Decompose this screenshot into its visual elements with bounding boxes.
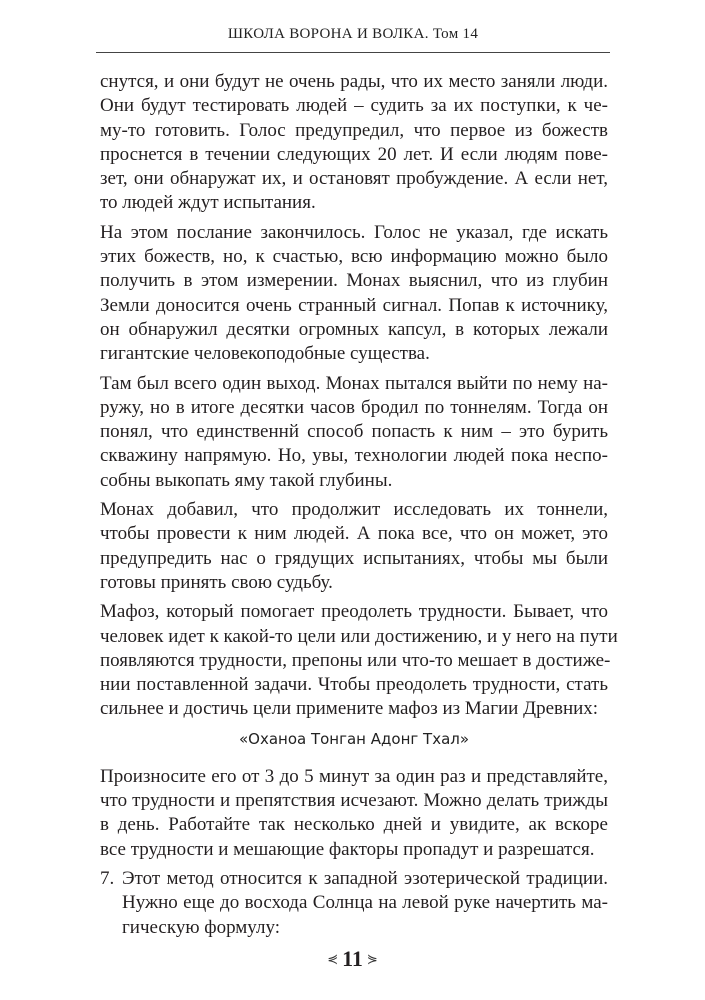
text-line: готовы принять свою судьбу. [100,571,333,593]
text-line: Произносите его от 3 до 5 минут за один раз и представляйте, [100,765,608,787]
text-line: то людей ждут испытания. [100,192,316,214]
text-line: Они будут тестировать людей – судить за их поступки, к че- [100,95,608,117]
list-item-number: 7. [100,867,115,889]
text-line: в день. Работайте так несколько дней и увидите, ак вскоре [100,814,608,836]
text-line: сильнее и достичь цели примените мафоз из Магии Древних: [100,698,599,720]
text-line: получить в этом измерении. Монах выяснил, что из глубин [100,270,608,292]
text-line: гигантские человекоподобные существа. [100,343,430,365]
paragraph [100,372,608,493]
text-line: понял, что единственнй способ попасть к ним – это бурить [100,421,608,443]
text-line: этих божеств, но, к счастью, всю информацию можно было [100,246,608,268]
text-line: На этом послание закончилось. Голос не указал, где искать [100,221,608,243]
text-line: предупредить нас о грядущих испытаниях, чтобы мы были [100,547,608,569]
text-line: Этот метод относится к западной эзотерической традиции. [122,867,608,889]
text-line: зет, они обнаружат их, и остановят пробуждение. А если нет, [100,168,608,190]
page-body [100,70,618,940]
text-line: появляются трудности, препоны или что-то мешает в достиже- [100,649,611,671]
paragraph-after-mantra [100,765,608,862]
page-footer [0,946,705,972]
header-title: ШКОЛА ВОРОНА И ВОЛКА. Том 14 [227,26,479,42]
text-line: он обнаружил десятки огромных капсул, в которых лежали [100,318,608,340]
text-line: проснется в течении следующих 20 лет. И если людям пове- [100,143,608,165]
mantra: «Оханоа Тонган Адонг Тхал» [238,729,470,748]
text-line: что трудности и препятствия исчезают. Можно делать трижды [100,790,608,812]
ornament-right-icon: ⋟ [366,951,378,966]
running-header [96,26,610,53]
text-line: Земли доносится очень странный сигнал. Попав к источнику, [100,294,608,316]
paragraph [100,600,618,721]
text-line: скважину напрямую. Но, увы, технологии людей пока неспо- [100,445,608,467]
text-line: нии поставленной задачи. Чтобы преодолеть трудности, стать [100,674,608,696]
text-line: гическую формулу: [122,916,280,938]
text-line: все трудности и мешающие факторы пропадут и разрешатся. [100,838,595,860]
paragraph [100,70,608,216]
text-line: Там был всего один выход. Монах пытался выйти по нему на- [100,372,608,394]
paragraph [100,498,608,595]
text-line: ружу, но в итоге десятки часов бродил по тоннелям. Тогда он [100,396,608,418]
text-line: снутся, и они будут не очень рады, что их место заняли люди. [100,71,608,92]
list-item-7 [100,867,608,940]
paragraphs [100,70,618,722]
list-item-text [122,867,608,940]
text-line: му-то готовить. Голос предупредил, что первое из божеств [100,119,608,141]
text-line: Монах добавил, что продолжит исследовать их тоннели, [100,499,608,521]
text-line: Нужно еще до восхода Солнца на левой руке начертить ма- [122,892,608,914]
paragraph [100,221,608,367]
ornament-left-icon: ⋞ [327,951,339,966]
page-number: 11 [342,946,363,971]
text-line: собны выкопать яму такой глубины. [100,469,393,491]
text-line: Мафоз, который помогает преодолеть трудности. Бывает, что [100,601,608,623]
text-line: чтобы провести к ним людей. А пока все, что он может, это [100,523,608,545]
text-line: человек идет к какой-то цели или достижению, и у него на пути [100,625,618,647]
